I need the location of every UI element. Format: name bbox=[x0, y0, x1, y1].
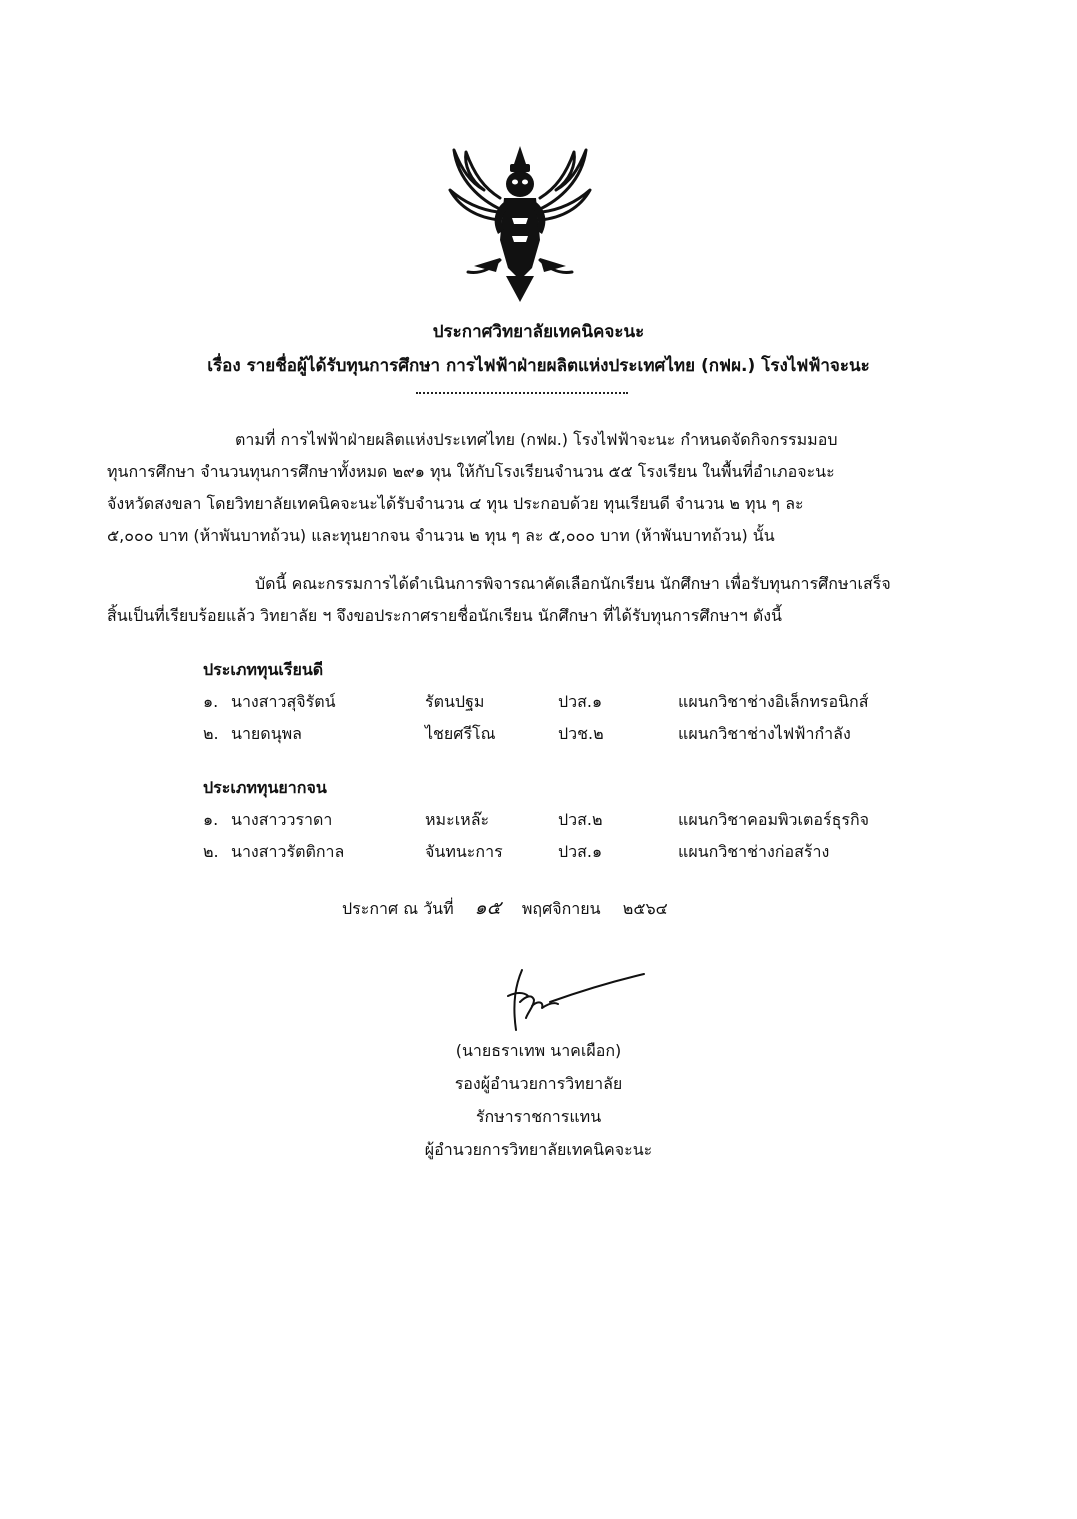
item-number: ๑. bbox=[203, 692, 219, 711]
item-level: ปวส.๒ bbox=[558, 810, 603, 829]
date-day-handwritten: ๑๕ bbox=[474, 897, 501, 919]
item-department: แผนกวิชาช่างอิเล็กทรอนิกส์ bbox=[678, 692, 869, 711]
announcement-title: ประกาศวิทยาลัยเทคนิคจะนะ bbox=[432, 322, 645, 342]
garuda-emblem-icon bbox=[440, 140, 600, 305]
signature-icon bbox=[498, 966, 648, 1034]
item-first-name: นางสาวสุจิรัตน์ bbox=[231, 692, 336, 711]
signatory-name: (นายธราเทพ นาคเผือก) bbox=[455, 1041, 622, 1060]
paragraph-intro bbox=[107, 424, 943, 552]
item-last-name: หมะเหล๊ะ bbox=[425, 810, 490, 829]
list-item bbox=[203, 840, 923, 870]
signatory-block bbox=[0, 1034, 1077, 1166]
signatory-acting: รักษาราชการแทน bbox=[475, 1107, 602, 1126]
paragraph-result bbox=[107, 568, 943, 632]
date-prefix: ประกาศ ณ วันที่ bbox=[342, 899, 454, 918]
section-title-merit: ประเภททุนเรียนดี bbox=[203, 660, 324, 679]
paragraph-line: บัดนี้ คณะกรรมการได้ดำเนินการพิจารณาคัดเลือกนักเรียน นักศึกษา เพื่อรับทุนการศึกษาเสร็จ bbox=[255, 574, 891, 593]
paragraph-line: ตามที่ การไฟฟ้าฝ่ายผลิตแห่งประเทศไทย (กฟผ.) โรงไฟฟ้าจะนะ กำหนดจัดกิจกรรมมอบ bbox=[235, 430, 838, 449]
item-first-name: นางสาววราดา bbox=[231, 810, 333, 829]
date-year: ๒๕๖๔ bbox=[622, 899, 668, 918]
date-month: พฤศจิกายน bbox=[521, 899, 601, 918]
paragraph-line: สิ้นเป็นที่เรียบร้อยแล้ว วิทยาลัย ฯ จึงขอประกาศรายชื่อนักเรียน นักศึกษา ที่ได้รับทุนการศึกษาฯ ดังนี้ bbox=[107, 606, 782, 625]
paragraph-line: ทุนการศึกษา จำนวนทุนการศึกษาทั้งหมด ๒๙๑ ทุน ให้กับโรงเรียนจำนวน ๕๕ โรงเรียน ในพื้นที่อำเภอจะนะ bbox=[107, 462, 835, 481]
item-number: ๒. bbox=[203, 724, 219, 743]
item-last-name: จันทนะการ bbox=[425, 842, 503, 861]
announcement-date bbox=[342, 893, 668, 923]
announcement-subject: เรื่อง รายชื่อผู้ได้รับทุนการศึกษา การไฟฟ้าฝ่ายผลิตแห่งประเทศไทย (กฟผ.) โรงไฟฟ้าจะนะ bbox=[207, 356, 870, 376]
item-first-name: นายดนุพล bbox=[231, 724, 302, 743]
list-item bbox=[203, 690, 923, 720]
item-level: ปวส.๑ bbox=[558, 842, 603, 861]
item-number: ๑. bbox=[203, 810, 219, 829]
item-last-name: ไชยศรีโณ bbox=[425, 724, 496, 743]
dotted-divider bbox=[416, 392, 628, 394]
signatory-office: ผู้อำนวยการวิทยาลัยเทคนิคจะนะ bbox=[424, 1140, 653, 1159]
item-last-name: รัตนปฐม bbox=[425, 692, 485, 711]
paragraph-line: จังหวัดสงขลา โดยวิทยาลัยเทคนิคจะนะได้รับจำนวน ๔ ทุน ประกอบด้วย ทุนเรียนดี จำนวน ๒ ทุน ๆ ละ bbox=[107, 494, 804, 513]
item-level: ปวช.๒ bbox=[558, 724, 604, 743]
section-title-need: ประเภททุนยากจน bbox=[203, 778, 327, 797]
item-department: แผนกวิชาช่างไฟฟ้ากำลัง bbox=[678, 724, 851, 743]
signatory-position: รองผู้อำนวยการวิทยาลัย bbox=[454, 1074, 623, 1093]
item-level: ปวส.๑ bbox=[558, 692, 603, 711]
paragraph-line: ๕,๐๐๐ บาท (ห้าพันบาทถ้วน) และทุนยากจน จำนวน ๒ ทุน ๆ ละ ๕,๐๐๐ บาท (ห้าพันบาทถ้วน) นั้น bbox=[107, 526, 775, 545]
item-first-name: นางสาวรัตติกาล bbox=[231, 842, 345, 861]
item-number: ๒. bbox=[203, 842, 219, 861]
list-item bbox=[203, 808, 923, 838]
list-item bbox=[203, 722, 923, 752]
item-department: แผนกวิชาช่างก่อสร้าง bbox=[678, 842, 830, 861]
item-department: แผนกวิชาคอมพิวเตอร์ธุรกิจ bbox=[678, 810, 870, 829]
